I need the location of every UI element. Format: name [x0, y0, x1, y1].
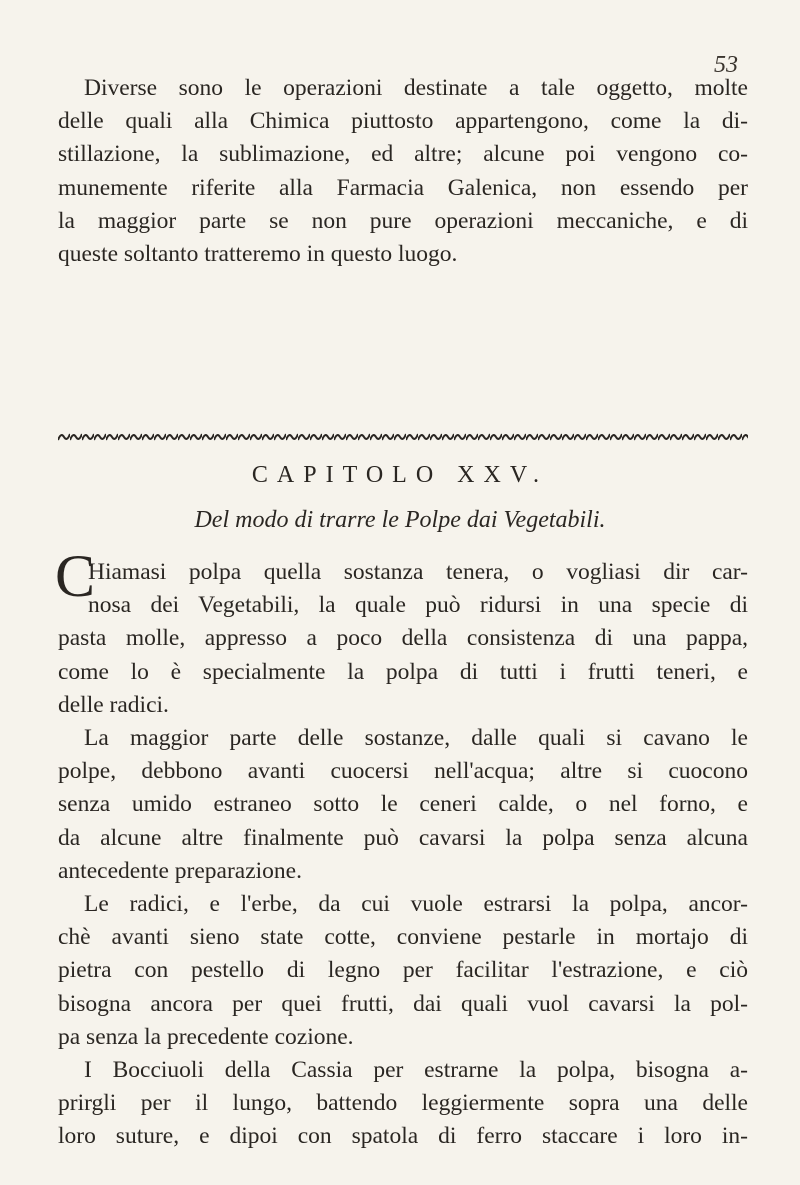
- text-line: prirgli per il lungo, battendo leggiermente sopra una delle: [58, 1090, 748, 1117]
- text-line: munemente riferite alla Farmacia Galenica, non essendo per: [58, 174, 748, 201]
- text-line: polpe, debbono avanti cuocersi nell'acqua; altre si cuocono: [58, 758, 748, 785]
- text-line: Diverse sono le operazioni destinate a tale oggetto, molte: [84, 75, 748, 101]
- text-line: nosa dei Vegetabili, la quale può ridursi in una specie di: [88, 592, 748, 619]
- text-line: Le radici, e l'erbe, da cui vuole estrarsi la polpa, ancor-: [84, 891, 748, 918]
- text-line: delle quali alla Chimica piuttosto appartengono, come la di-: [58, 108, 748, 135]
- text-line: pasta molle, appresso a poco della consistenza di una pappa,: [58, 625, 748, 652]
- text-line: loro suture, e dipoi con spatola di ferro staccare i loro in-: [58, 1123, 748, 1150]
- text-line: da alcune altre finalmente può cavarsi la polpa senza alcuna: [58, 824, 748, 851]
- text-line: delle radici.: [58, 691, 169, 718]
- chapter-body: [58, 556, 748, 1154]
- text-line: chè avanti sieno state cotte, conviene pestarle in mortajo di: [58, 924, 748, 951]
- text-line: pa senza la precedente cozione.: [58, 1023, 354, 1050]
- text-line: La maggior parte delle sostanze, dalle quali si cavano le: [84, 725, 748, 752]
- text-line: la maggior parte se non pure operazioni meccaniche, e di: [58, 207, 748, 234]
- ornamental-rule: [58, 430, 748, 444]
- drop-cap: C: [55, 543, 96, 609]
- text-line: queste soltanto tratteremo in questo luogo.: [58, 241, 458, 268]
- text-line: antecedente preparazione.: [58, 857, 302, 884]
- text-line: come lo è specialmente la polpa di tutti i frutti teneri, e: [58, 658, 748, 685]
- text-line: pietra con pestello di legno per facilitar l'estrazione, e ciò: [58, 957, 748, 984]
- page-number: 53: [714, 52, 738, 78]
- text-line: I Bocciuoli della Cassia per estrarne la polpa, bisogna a-: [84, 1057, 748, 1084]
- text-line: bisogna ancora per quei frutti, dai quali vuol cavarsi la pol-: [58, 990, 748, 1017]
- intro-paragraph: [58, 72, 748, 271]
- chapter-title: CAPITOLO XXV.: [251, 462, 549, 488]
- chapter-subtitle: Del modo di trarre le Polpe dai Vegetabili.: [194, 507, 606, 533]
- text-line: stillazione, la sublimazione, ed altre; alcune poi vengono co-: [58, 141, 748, 168]
- text-line: Hiamasi polpa quella sostanza tenera, o vogliasi dir car-: [88, 559, 748, 585]
- text-line: senza umido estraneo sotto le ceneri calde, o nel forno, e: [58, 791, 748, 818]
